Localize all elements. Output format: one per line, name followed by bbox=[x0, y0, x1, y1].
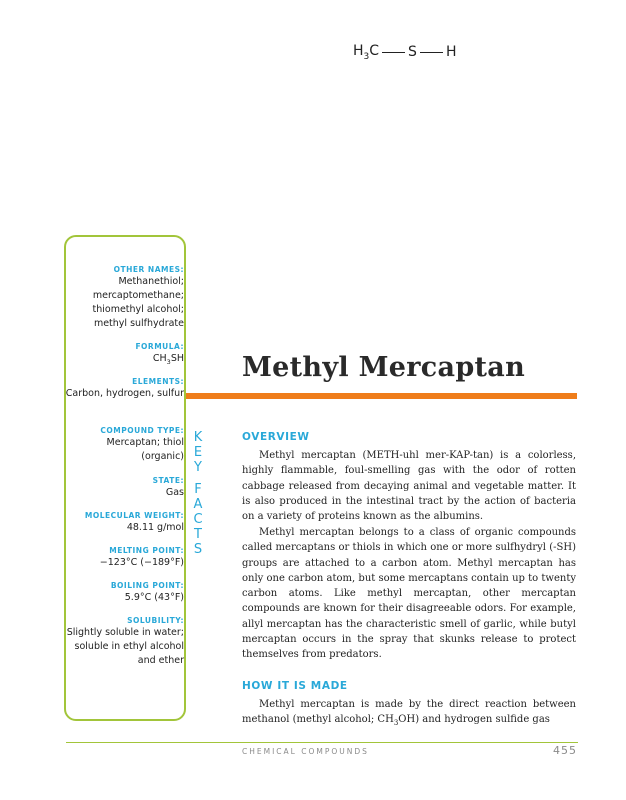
hydrogen-atom-left: $H_3C$ bbox=[353, 42, 380, 62]
vertical-letter: E bbox=[193, 445, 203, 460]
section-heading-how-made: HOW IT IS MADE bbox=[242, 680, 348, 692]
footer-rule bbox=[66, 742, 578, 743]
structural-formula bbox=[353, 40, 456, 64]
fact-molecular-weight: MOLECULAR WEIGHT: 48.11 g/mol bbox=[84, 511, 184, 533]
hydrogen-atom-right: H bbox=[445, 44, 457, 60]
fact-formula: FORMULA: $CH_3SH$ bbox=[135, 342, 184, 366]
fact-boiling-point: BOILING POINT: 5.9°C (43°F) bbox=[110, 581, 184, 603]
page-title: Methyl Mercaptan bbox=[242, 352, 526, 383]
vertical-letter: C bbox=[193, 512, 203, 527]
fact-solubility: SOLUBILITY: Slightly soluble in water; soluble in ethyl alcohol and ether bbox=[66, 616, 184, 666]
fact-melting-point: MELTING POINT: −123°C (−189°F) bbox=[99, 546, 184, 568]
bond-line bbox=[420, 52, 443, 53]
sulfur-atom: S bbox=[408, 44, 417, 60]
vertical-letter: A bbox=[193, 497, 203, 512]
vertical-letter: K bbox=[193, 430, 203, 445]
paragraph-overview-2: Methyl mercaptan belongs to a class of organic compounds called mercaptans or thiols in which one or more sulfhydryl (-SH) groups are attached to a carbon atom. Methyl mercaptan has only one carbon atom, but some mercaptans contain up to twenty carbon atoms. Like methyl mercaptan, other mercaptan compounds are known for their disagreeable odors. For example, allyl mercaptan has the characteristic smell of garlic, while butyl mercaptan occurs in the spray that skunks release to protect themselves from predators. bbox=[242, 527, 576, 661]
fact-elements: ELEMENTS: Carbon, hydrogen, sulfur bbox=[65, 377, 184, 399]
paragraph-overview-1: Methyl mercaptan (METH-uhl mer-KAP-tan) is a colorless, highly flammable, foul-smelling gas with the odor of rotten cabbage released from decaying animal and vegetable matter. It is also produced in the intestinal tract by the action of bacteria on a variety of proteins known as the albumins. bbox=[242, 450, 576, 523]
bond-line bbox=[382, 52, 405, 53]
fact-compound-type: COMPOUND TYPE: Mercaptan; thiol (organic) bbox=[100, 426, 184, 462]
vertical-letter: Y bbox=[194, 460, 202, 475]
vertical-letter: T bbox=[194, 527, 202, 542]
fact-other-names: OTHER NAMES: Methanethiol; mercaptomethane; thiomethyl alcohol; methyl sulfhydrate bbox=[92, 265, 184, 329]
key-facts-vertical-label bbox=[192, 430, 204, 557]
footer-book-title: CHEMICAL COMPOUNDS bbox=[242, 747, 369, 756]
vertical-letter: S bbox=[193, 542, 203, 557]
page-number: 455 bbox=[553, 744, 577, 757]
paragraph-how-made-1: Methyl mercaptan is made by the direct reaction between methanol (methyl alcohol; $CH_3OH$) and hydrogen sulfide gas bbox=[242, 699, 576, 728]
fact-state: STATE: Gas bbox=[152, 476, 184, 498]
title-underline bbox=[186, 393, 577, 399]
section-heading-overview: OVERVIEW bbox=[242, 431, 310, 443]
vertical-letter: F bbox=[194, 482, 202, 497]
